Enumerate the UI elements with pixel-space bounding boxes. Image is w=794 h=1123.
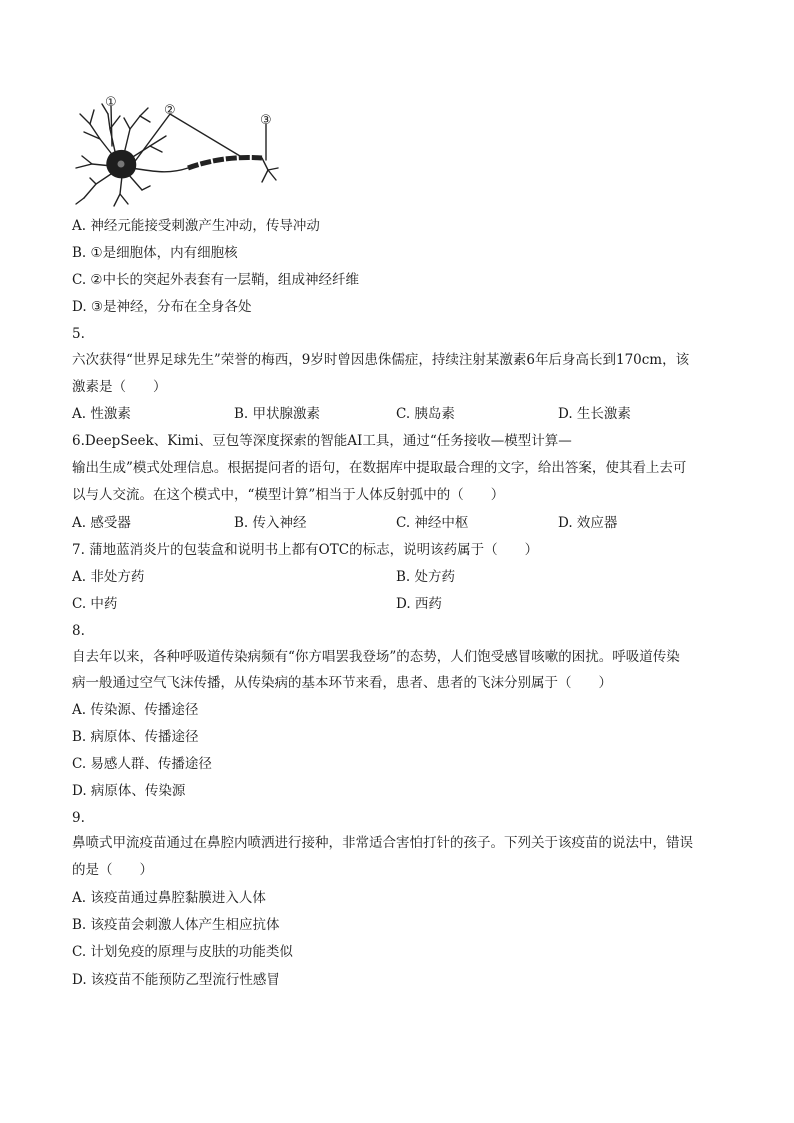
q5-option-a: A. 性激素 (72, 406, 131, 422)
q6-option-d: D. 效应器 (558, 515, 618, 531)
q7-option-c: C. 中药 (72, 596, 118, 612)
q6-stem-line-3: 以与人交流。在这个模式中，“模型计算”相当于人体反射弧中的（ ） (72, 487, 505, 503)
q8-option-c: C. 易感人群、传播途径 (72, 756, 212, 772)
q6-option-a: A. 感受器 (72, 515, 131, 531)
q5-stem-line-2: 激素是（ ） (72, 379, 167, 395)
neuron-figure (70, 94, 285, 208)
q7-option-a: A. 非处方药 (72, 569, 145, 585)
q8-stem-line-1: 自去年以来，各种呼吸道传染病频有“你方唱罢我登场”的态势，人们饱受感冒咳嗽的困扰。呼吸道传染 (72, 649, 680, 665)
q4-option-d: D. ③是神经，分布在全身各处 (72, 299, 252, 315)
q4-option-c: C. ②中长的突起外表套有一层鞘，组成神经纤维 (72, 272, 360, 288)
figure-label-2: ② (164, 103, 176, 118)
neuron-diagram (70, 94, 285, 208)
q8-option-b: B. 病原体、传播途径 (72, 729, 199, 745)
q9-option-c: C. 计划免疫的原理与皮肤的功能类似 (72, 944, 293, 960)
q7-option-d: D. 西药 (396, 596, 442, 612)
q5-option-b: B. 甲状腺激素 (234, 406, 321, 422)
q5-stem-line-1: 六次获得“世界足球先生”荣誉的梅西，9岁时曾因患侏儒症，持续注射某激素6年后身高长到170cm，该 (72, 352, 690, 368)
q9-option-d: D. 该疫苗不能预防乙型流行性感冒 (72, 972, 280, 988)
q7-option-b: B. 处方药 (396, 569, 456, 585)
q9-number: 9. (72, 810, 85, 826)
q9-option-a: A. 该疫苗通过鼻腔黏膜进入人体 (72, 890, 266, 906)
q5-option-c: C. 胰岛素 (396, 406, 455, 422)
q7-stem: 7. 蒲地蓝消炎片的包装盒和说明书上都有OTC的标志，说明该药属于（ ） (72, 542, 539, 558)
q6-stem-line-1: 6.DeepSeek、Kimi、豆包等深度探索的智能AI工具，通过“任务接收—模型计算— (72, 433, 572, 449)
q5-number: 5. (72, 326, 85, 342)
figure-label-1: ① (105, 95, 117, 110)
figure-label-3: ③ (260, 113, 272, 128)
q8-option-a: A. 传染源、传播途径 (72, 702, 199, 718)
q6-stem-line-2: 输出生成”模式处理信息。根据提问者的语句，在数据库中提取最合理的文字，给出答案，使其看上去可 (72, 460, 687, 476)
q5-option-d: D. 生长激素 (558, 406, 631, 422)
q9-stem-line-1: 鼻喷式甲流疫苗通过在鼻腔内喷洒进行接种，非常适合害怕打针的孩子。下列关于该疫苗的说法中，错误 (72, 835, 693, 851)
q8-stem-line-2: 病一般通过空气飞沫传播，从传染病的基本环节来看，患者、患者的飞沫分别属于（ ） (72, 675, 612, 691)
q6-option-b: B. 传入神经 (234, 515, 307, 531)
q9-stem-line-2: 的是（ ） (72, 862, 153, 878)
q8-option-d: D. 病原体、传染源 (72, 783, 186, 799)
q4-option-a: A. 神经元能接受刺激产生冲动，传导冲动 (72, 218, 320, 234)
q4-option-b: B. ①是细胞体，内有细胞核 (72, 245, 238, 261)
q6-option-c: C. 神经中枢 (396, 515, 469, 531)
q9-option-b: B. 该疫苗会刺激人体产生相应抗体 (72, 917, 280, 933)
q8-number: 8. (72, 623, 85, 639)
